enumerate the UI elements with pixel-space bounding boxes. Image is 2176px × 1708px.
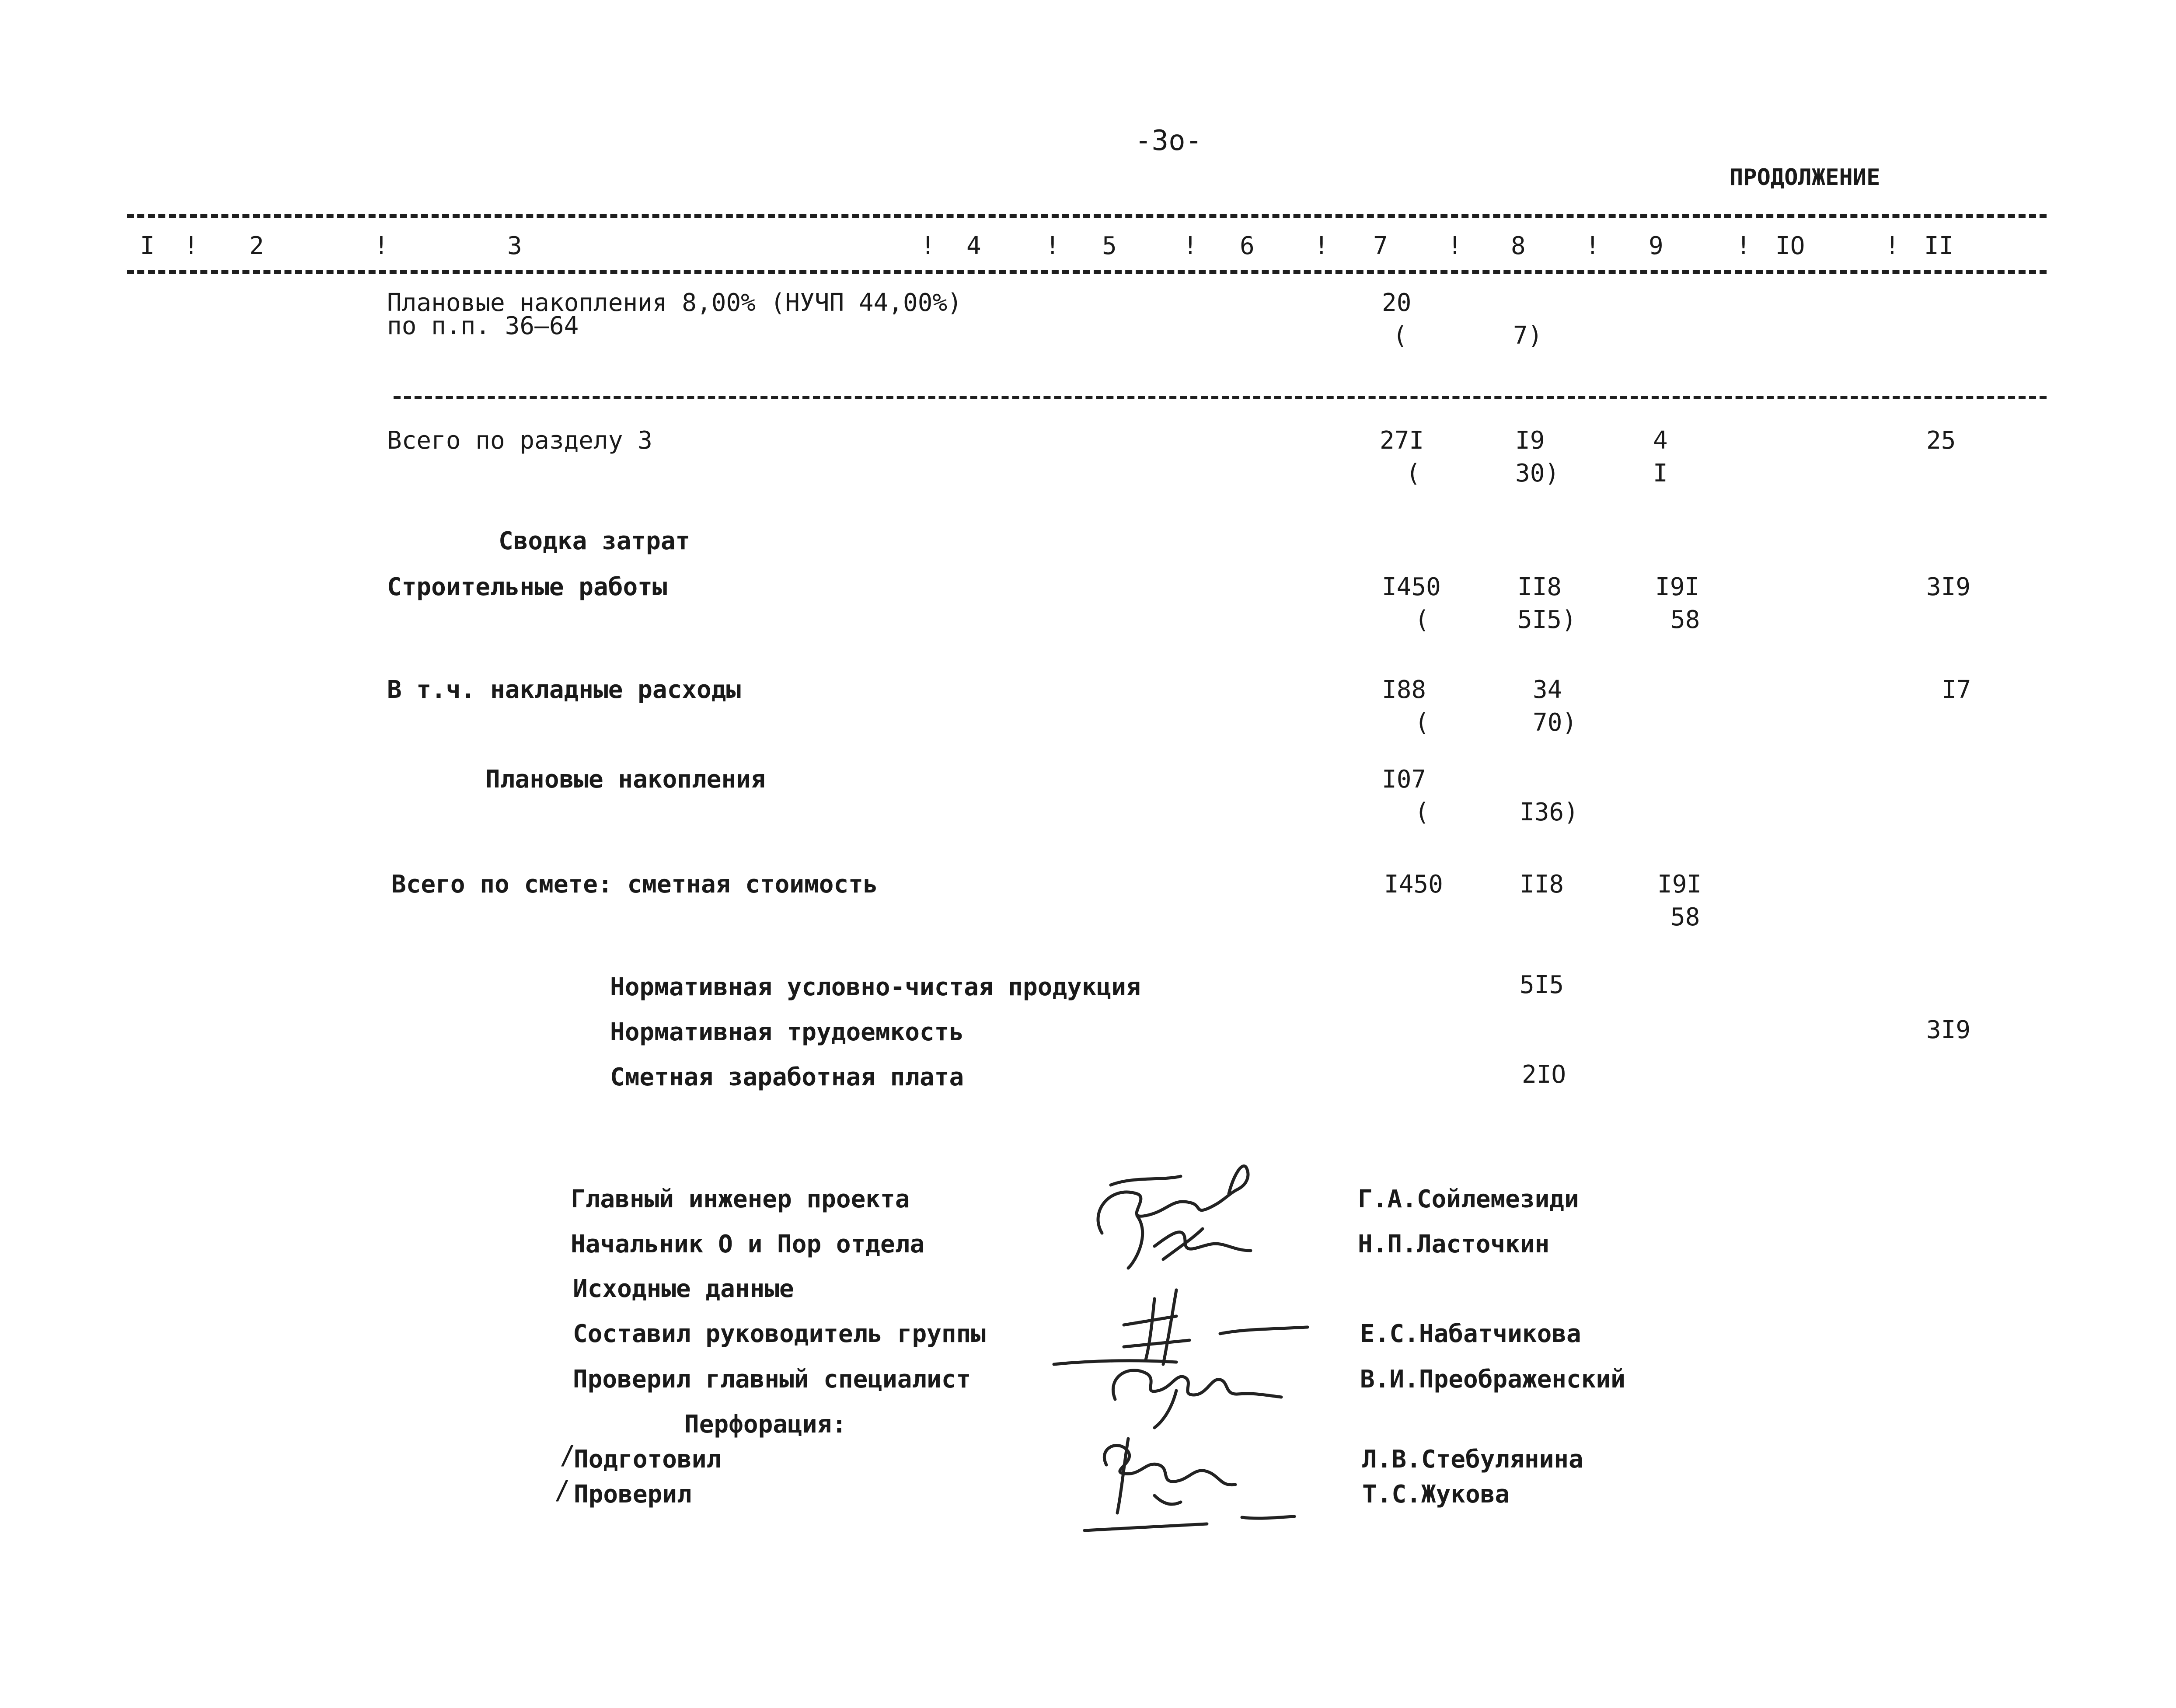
col-sep-8: ! <box>1585 232 1600 260</box>
normative-product-label: Нормативная условно-чистая продукция <box>610 973 1141 1001</box>
col-sep-1: ! <box>184 232 199 260</box>
construction-c8: II8 <box>1517 573 1562 601</box>
overhead-c7-sub: ( <box>1415 708 1430 737</box>
construction-c9-sub: 58 <box>1670 606 1700 634</box>
col-header-1: I <box>140 232 155 260</box>
construction-c7-sub: ( <box>1415 606 1430 634</box>
total-section3-c8: I9 <box>1515 426 1545 455</box>
summary-heading: Сводка затрат <box>499 527 690 555</box>
wages-c8: 2IO <box>1522 1060 1566 1089</box>
planned-savings-label-1: Плановые накопления 8,00% (НУЧП 44,00%) <box>387 289 962 317</box>
construction-c7: I450 <box>1382 573 1441 601</box>
planned-savings-label-2: по п.п. 36–64 <box>387 312 579 340</box>
col-sep-4: ! <box>1045 232 1060 260</box>
checked-main-name: В.И.Преображенский <box>1360 1365 1625 1394</box>
normative-labor-c11: 3I9 <box>1926 1016 1971 1044</box>
prepared-role: Подготовил <box>574 1445 722 1474</box>
normative-labor-label: Нормативная трудоемкость <box>610 1018 964 1046</box>
check-tick-1: / <box>560 1440 576 1471</box>
construction-c9: I9I <box>1655 573 1700 601</box>
signature-perforation <box>1076 1430 1303 1548</box>
prepared-name: Л.В.Стебулянина <box>1362 1445 1583 1474</box>
col-header-11: II <box>1924 232 1954 260</box>
col-header-2: 2 <box>249 232 264 260</box>
col-sep-6: ! <box>1314 232 1329 260</box>
planned-c7: I07 <box>1382 765 1426 794</box>
col-sep-5: ! <box>1183 232 1198 260</box>
planned-c8-sub: I36) <box>1520 798 1579 826</box>
chief-engineer-role: Главный инженер проекта <box>571 1185 910 1213</box>
perforation-label: Перфорация: <box>684 1410 847 1439</box>
overhead-label: В т.ч. накладные расходы <box>387 676 741 704</box>
col-sep-9: ! <box>1736 232 1751 260</box>
planned-label: Плановые накопления <box>485 765 766 794</box>
chief-engineer-name: Г.А.Сойлемезиди <box>1358 1185 1579 1213</box>
construction-label: Строительные работы <box>387 573 667 601</box>
checked-role: Проверил <box>574 1480 692 1509</box>
planned-c7-sub: ( <box>1415 798 1430 826</box>
header-top-rule <box>127 214 2047 218</box>
planned-savings-c8-sub: 7) <box>1513 321 1543 350</box>
total-section3-c11: 25 <box>1926 426 1956 455</box>
total-section3-c7-sub: ( <box>1406 459 1421 488</box>
construction-c11: 3I9 <box>1926 573 1971 601</box>
signature-compiled <box>1045 1286 1316 1430</box>
checked-name: Т.С.Жукова <box>1362 1480 1510 1509</box>
source-data-role: Исходные данные <box>573 1275 794 1303</box>
section-rule <box>394 396 2047 399</box>
page-number: -3o- <box>1135 125 1203 157</box>
col-header-5: 5 <box>1102 232 1117 260</box>
col-sep-10: ! <box>1885 232 1900 260</box>
col-header-9: 9 <box>1649 232 1663 260</box>
col-header-6: 6 <box>1240 232 1255 260</box>
wages-label: Сметная заработная плата <box>610 1063 964 1091</box>
total-section3-c9-sub: I <box>1653 459 1668 488</box>
total-estimate-c9: I9I <box>1657 870 1702 899</box>
department-head-name: Н.П.Ласточкин <box>1358 1230 1550 1258</box>
planned-savings-c7-sub: ( <box>1393 321 1408 350</box>
col-header-8: 8 <box>1511 232 1526 260</box>
total-estimate-c7: I450 <box>1384 870 1443 899</box>
col-sep-2: ! <box>374 232 389 260</box>
total-section3-c9: 4 <box>1653 426 1668 455</box>
col-header-10: IO <box>1775 232 1805 260</box>
total-section3-label: Всего по разделу 3 <box>387 426 652 455</box>
col-header-4: 4 <box>966 232 981 260</box>
total-estimate-c8: II8 <box>1520 870 1564 899</box>
continuation-label: ПРОДОЛЖЕНИЕ <box>1730 164 1880 191</box>
col-header-3: 3 <box>507 232 522 260</box>
checked-main-role: Проверил главный специалист <box>573 1365 971 1394</box>
overhead-c8: 34 <box>1533 676 1562 704</box>
department-head-role: Начальник О и Пор отдела <box>571 1230 925 1258</box>
total-estimate-c9-sub: 58 <box>1670 903 1700 931</box>
total-section3-c8-sub: 30) <box>1515 459 1560 488</box>
total-section3-c7: 27I <box>1380 426 1424 455</box>
total-estimate-label: Всего по смете: сметная стоимость <box>391 870 878 899</box>
construction-c8-sub: 5I5) <box>1517 606 1576 634</box>
signature-chief-engineer <box>1085 1146 1268 1277</box>
compiled-role: Составил руководитель группы <box>573 1320 986 1348</box>
col-sep-3: ! <box>921 232 935 260</box>
header-bottom-rule <box>127 270 2047 274</box>
overhead-c11: I7 <box>1942 676 1971 704</box>
overhead-c7: I88 <box>1382 676 1426 704</box>
check-tick-2: / <box>554 1475 571 1506</box>
overhead-c8-sub: 70) <box>1533 708 1577 737</box>
planned-savings-c7: 20 <box>1382 289 1412 317</box>
col-header-7: 7 <box>1373 232 1388 260</box>
compiled-name: Е.С.Набатчикова <box>1360 1320 1581 1348</box>
col-sep-7: ! <box>1447 232 1462 260</box>
normative-product-c8: 5I5 <box>1520 971 1564 999</box>
